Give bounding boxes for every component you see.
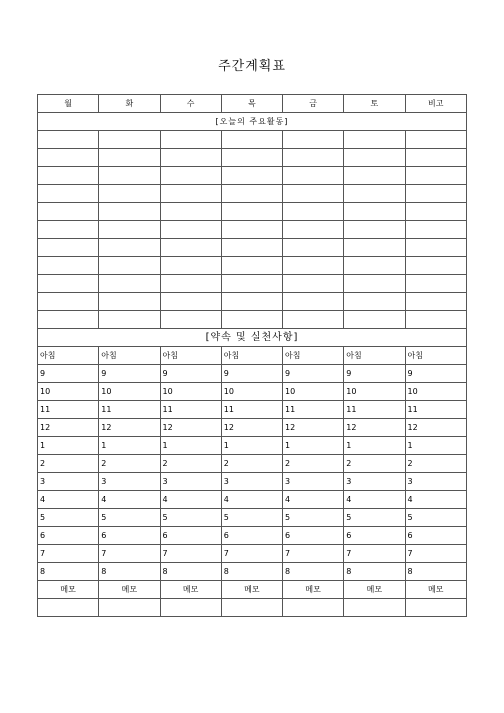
activity-cell[interactable] <box>283 203 344 221</box>
activity-cell[interactable] <box>99 149 160 167</box>
day-header-cell: 목 <box>221 95 282 113</box>
hour-cell[interactable]: 4 <box>283 491 344 509</box>
memo-label-cell: 메모 <box>221 581 282 599</box>
activity-cell[interactable] <box>405 221 467 239</box>
hour-cell[interactable]: 11 <box>344 401 405 419</box>
hour-cell[interactable]: 4 <box>38 491 99 509</box>
section-appointments-title: [약속 및 실천사항] <box>38 329 467 347</box>
memo-label-cell: 메모 <box>38 581 99 599</box>
hour-cell[interactable]: 2 <box>344 455 405 473</box>
activity-cell[interactable] <box>99 167 160 185</box>
hour-cell[interactable]: 10 <box>160 383 221 401</box>
hour-cell[interactable]: 12 <box>283 419 344 437</box>
hour-cell[interactable]: 9 <box>221 365 282 383</box>
hour-cell[interactable]: 9 <box>405 365 467 383</box>
activity-cell[interactable] <box>405 167 467 185</box>
day-header-cell: 수 <box>160 95 221 113</box>
activity-cell[interactable] <box>160 131 221 149</box>
hour-cell[interactable]: 8 <box>405 563 467 581</box>
hour-cell[interactable]: 7 <box>160 545 221 563</box>
activity-cell[interactable] <box>38 239 99 257</box>
hour-cell[interactable]: 4 <box>405 491 467 509</box>
activity-cell[interactable] <box>283 185 344 203</box>
activity-cell[interactable] <box>160 239 221 257</box>
hour-cell[interactable]: 7 <box>283 545 344 563</box>
hour-row <box>38 473 467 491</box>
morning-cell[interactable]: 아침 <box>283 347 344 365</box>
activity-cell[interactable] <box>405 149 467 167</box>
activity-cell[interactable] <box>283 149 344 167</box>
activity-row <box>38 239 467 257</box>
hour-cell[interactable]: 12 <box>99 419 160 437</box>
hour-cell[interactable]: 3 <box>344 473 405 491</box>
hour-cell[interactable]: 5 <box>283 509 344 527</box>
activity-cell[interactable] <box>38 167 99 185</box>
activity-cell[interactable] <box>344 203 405 221</box>
activity-cell[interactable] <box>221 311 282 329</box>
activity-cell[interactable] <box>160 257 221 275</box>
activity-cell[interactable] <box>344 221 405 239</box>
activity-cell[interactable] <box>344 257 405 275</box>
hour-cell[interactable]: 6 <box>160 527 221 545</box>
activity-cell[interactable] <box>344 275 405 293</box>
activity-cell[interactable] <box>344 185 405 203</box>
morning-cell[interactable]: 아침 <box>38 347 99 365</box>
activity-cell[interactable] <box>160 149 221 167</box>
activity-row <box>38 221 467 239</box>
activity-cell[interactable] <box>38 275 99 293</box>
activity-row <box>38 167 467 185</box>
activity-cell[interactable] <box>283 275 344 293</box>
activity-cell[interactable] <box>283 311 344 329</box>
activity-cell[interactable] <box>405 311 467 329</box>
activity-cell[interactable] <box>221 149 282 167</box>
hour-cell[interactable]: 1 <box>344 437 405 455</box>
memo-cell[interactable] <box>344 599 405 617</box>
activity-row <box>38 185 467 203</box>
hour-cell[interactable]: 5 <box>99 509 160 527</box>
activity-cell[interactable] <box>283 257 344 275</box>
hour-cell[interactable]: 4 <box>344 491 405 509</box>
hour-row <box>38 455 467 473</box>
hour-cell[interactable]: 6 <box>99 527 160 545</box>
hour-cell[interactable]: 8 <box>344 563 405 581</box>
activity-cell[interactable] <box>99 221 160 239</box>
activity-row <box>38 311 467 329</box>
activity-cell[interactable] <box>160 311 221 329</box>
morning-cell[interactable]: 아침 <box>99 347 160 365</box>
hour-cell[interactable]: 12 <box>160 419 221 437</box>
activity-row <box>38 131 467 149</box>
activity-cell[interactable] <box>221 203 282 221</box>
hour-cell[interactable]: 9 <box>99 365 160 383</box>
hour-cell[interactable]: 6 <box>283 527 344 545</box>
activity-cell[interactable] <box>38 185 99 203</box>
morning-cell[interactable]: 아침 <box>221 347 282 365</box>
activity-row <box>38 293 467 311</box>
hour-cell[interactable]: 9 <box>283 365 344 383</box>
hour-cell[interactable]: 2 <box>99 455 160 473</box>
memo-blank-row <box>38 599 467 617</box>
activity-cell[interactable] <box>405 185 467 203</box>
hour-cell[interactable]: 12 <box>38 419 99 437</box>
activity-cell[interactable] <box>344 149 405 167</box>
activity-cell[interactable] <box>160 167 221 185</box>
hour-cell[interactable]: 7 <box>405 545 467 563</box>
hour-cell[interactable]: 2 <box>221 455 282 473</box>
activity-cell[interactable] <box>221 293 282 311</box>
weekly-plan-table <box>37 94 467 617</box>
morning-cell[interactable]: 아침 <box>160 347 221 365</box>
memo-row <box>38 581 467 599</box>
activity-cell[interactable] <box>99 293 160 311</box>
activity-cell[interactable] <box>38 131 99 149</box>
hour-cell[interactable]: 8 <box>283 563 344 581</box>
hour-cell[interactable]: 10 <box>38 383 99 401</box>
hour-cell[interactable]: 12 <box>405 419 467 437</box>
hour-cell[interactable]: 4 <box>99 491 160 509</box>
hour-cell[interactable]: 11 <box>283 401 344 419</box>
hour-cell[interactable]: 4 <box>221 491 282 509</box>
day-header-cell: 비고 <box>405 95 467 113</box>
hour-cell[interactable]: 11 <box>405 401 467 419</box>
hour-cell[interactable]: 3 <box>38 473 99 491</box>
section-activities-title-row <box>38 113 467 131</box>
day-header-cell: 월 <box>38 95 99 113</box>
hour-cell[interactable]: 10 <box>221 383 282 401</box>
hour-cell[interactable]: 5 <box>344 509 405 527</box>
hour-cell[interactable]: 3 <box>405 473 467 491</box>
hour-cell[interactable]: 6 <box>38 527 99 545</box>
activity-row <box>38 275 467 293</box>
memo-label-cell: 메모 <box>160 581 221 599</box>
activity-cell[interactable] <box>344 293 405 311</box>
page-title: 주간계획표 <box>218 59 286 74</box>
hour-cell[interactable]: 12 <box>221 419 282 437</box>
activity-cell[interactable] <box>221 257 282 275</box>
hour-cell[interactable]: 8 <box>99 563 160 581</box>
activity-cell[interactable] <box>99 239 160 257</box>
memo-label-cell: 메모 <box>99 581 160 599</box>
activity-cell[interactable] <box>38 293 99 311</box>
hour-cell[interactable]: 5 <box>221 509 282 527</box>
memo-label-cell: 메모 <box>405 581 467 599</box>
activity-cell[interactable] <box>405 131 467 149</box>
activity-cell[interactable] <box>221 275 282 293</box>
activity-cell[interactable] <box>99 257 160 275</box>
activity-cell[interactable] <box>405 275 467 293</box>
hour-cell[interactable]: 2 <box>405 455 467 473</box>
memo-label-cell: 메모 <box>283 581 344 599</box>
hour-cell[interactable]: 2 <box>283 455 344 473</box>
hour-cell[interactable]: 11 <box>221 401 282 419</box>
activity-cell[interactable] <box>405 203 467 221</box>
hour-cell[interactable]: 10 <box>283 383 344 401</box>
activity-cell[interactable] <box>38 221 99 239</box>
activity-cell[interactable] <box>283 239 344 257</box>
hour-cell[interactable]: 11 <box>99 401 160 419</box>
hour-cell[interactable]: 7 <box>344 545 405 563</box>
hour-cell[interactable]: 7 <box>221 545 282 563</box>
hour-cell[interactable]: 1 <box>38 437 99 455</box>
activity-cell[interactable] <box>99 185 160 203</box>
hour-cell[interactable]: 2 <box>160 455 221 473</box>
activity-cell[interactable] <box>38 203 99 221</box>
activity-cell[interactable] <box>99 275 160 293</box>
activity-cell[interactable] <box>344 131 405 149</box>
activity-cell[interactable] <box>221 239 282 257</box>
activity-cell[interactable] <box>38 311 99 329</box>
hour-cell[interactable]: 8 <box>221 563 282 581</box>
activity-cell[interactable] <box>405 293 467 311</box>
hour-cell[interactable]: 6 <box>344 527 405 545</box>
memo-cell[interactable] <box>38 599 99 617</box>
hour-cell[interactable]: 8 <box>160 563 221 581</box>
activity-cell[interactable] <box>283 131 344 149</box>
hour-cell[interactable]: 10 <box>405 383 467 401</box>
hour-cell[interactable]: 10 <box>99 383 160 401</box>
hour-cell[interactable]: 1 <box>160 437 221 455</box>
activity-cell[interactable] <box>99 131 160 149</box>
activity-cell[interactable] <box>344 311 405 329</box>
hour-cell[interactable]: 4 <box>160 491 221 509</box>
hour-row <box>38 563 467 581</box>
memo-cell[interactable] <box>221 599 282 617</box>
day-header-cell: 화 <box>99 95 160 113</box>
activity-cell[interactable] <box>283 167 344 185</box>
activity-cell[interactable] <box>344 239 405 257</box>
hour-row <box>38 491 467 509</box>
hour-row <box>38 419 467 437</box>
activity-cell[interactable] <box>38 257 99 275</box>
hour-row <box>38 509 467 527</box>
activity-cell[interactable] <box>283 293 344 311</box>
hour-cell[interactable]: 9 <box>38 365 99 383</box>
hour-row <box>38 383 467 401</box>
hour-cell[interactable]: 1 <box>221 437 282 455</box>
day-header-row <box>38 95 467 113</box>
hour-cell[interactable]: 3 <box>160 473 221 491</box>
hour-row <box>38 545 467 563</box>
hour-cell[interactable]: 10 <box>344 383 405 401</box>
morning-row <box>38 347 467 365</box>
activity-cell[interactable] <box>160 275 221 293</box>
activity-cell[interactable] <box>221 131 282 149</box>
hour-row <box>38 365 467 383</box>
hour-cell[interactable]: 5 <box>160 509 221 527</box>
activity-cell[interactable] <box>344 167 405 185</box>
hour-cell[interactable]: 2 <box>38 455 99 473</box>
activity-cell[interactable] <box>405 257 467 275</box>
hour-cell[interactable]: 7 <box>99 545 160 563</box>
hour-cell[interactable]: 9 <box>160 365 221 383</box>
hour-cell[interactable]: 8 <box>38 563 99 581</box>
activity-cell[interactable] <box>38 149 99 167</box>
activity-cell[interactable] <box>160 293 221 311</box>
hour-cell[interactable]: 7 <box>38 545 99 563</box>
morning-cell[interactable]: 아침 <box>344 347 405 365</box>
hour-cell[interactable]: 5 <box>38 509 99 527</box>
memo-cell[interactable] <box>405 599 467 617</box>
hour-cell[interactable]: 5 <box>405 509 467 527</box>
activity-cell[interactable] <box>283 221 344 239</box>
activity-row <box>38 257 467 275</box>
hour-cell[interactable]: 11 <box>38 401 99 419</box>
section-activities-title: [오늘의 주요활동] <box>38 113 467 131</box>
memo-label-cell: 메모 <box>344 581 405 599</box>
hour-cell[interactable]: 1 <box>405 437 467 455</box>
hour-cell[interactable]: 1 <box>99 437 160 455</box>
hour-cell[interactable]: 3 <box>221 473 282 491</box>
activity-cell[interactable] <box>160 185 221 203</box>
memo-cell[interactable] <box>283 599 344 617</box>
hour-cell[interactable]: 3 <box>99 473 160 491</box>
activity-cell[interactable] <box>160 221 221 239</box>
day-header-cell: 금 <box>283 95 344 113</box>
hour-row <box>38 401 467 419</box>
memo-cell[interactable] <box>99 599 160 617</box>
activity-cell[interactable] <box>160 203 221 221</box>
section-appointments-title-row <box>38 329 467 347</box>
hour-cell[interactable]: 11 <box>160 401 221 419</box>
activity-cell[interactable] <box>405 239 467 257</box>
activity-cell[interactable] <box>99 203 160 221</box>
hour-cell[interactable]: 1 <box>283 437 344 455</box>
activity-cell[interactable] <box>221 167 282 185</box>
hour-cell[interactable]: 9 <box>344 365 405 383</box>
memo-cell[interactable] <box>160 599 221 617</box>
hour-cell[interactable]: 12 <box>344 419 405 437</box>
hour-row <box>38 437 467 455</box>
activity-row <box>38 149 467 167</box>
activity-cell[interactable] <box>221 221 282 239</box>
hour-row <box>38 527 467 545</box>
activity-row <box>38 203 467 221</box>
hour-cell[interactable]: 6 <box>405 527 467 545</box>
hour-cell[interactable]: 3 <box>283 473 344 491</box>
day-header-cell: 토 <box>344 95 405 113</box>
hour-cell[interactable]: 6 <box>221 527 282 545</box>
morning-cell[interactable]: 아침 <box>405 347 467 365</box>
activity-cell[interactable] <box>221 185 282 203</box>
activity-cell[interactable] <box>99 311 160 329</box>
